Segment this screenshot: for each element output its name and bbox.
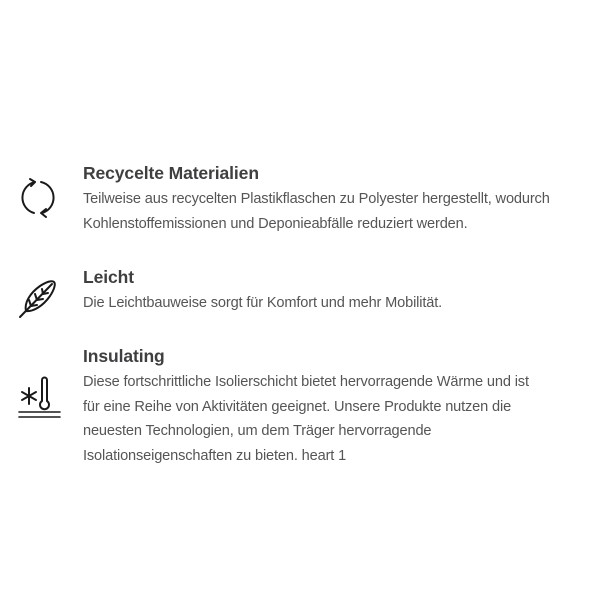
description-line: Diese fortschrittliche Isolierschicht bietet hervorragende Wärme und ist (83, 374, 529, 390)
description-line: Kohlenstoffemissionen und Deponieabfälle reduziert werden. (83, 215, 468, 232)
insulation-thermometer-icon (14, 374, 64, 424)
feather-icon (14, 273, 64, 323)
feature-title: Leicht (83, 267, 134, 287)
description-line: Isolationseigenschaften zu bieten. heart 1 (83, 447, 347, 464)
description-line: neuesten Technologien, um dem Träger hervorragende (83, 423, 432, 439)
description-line: Teilweise aus recycelten Plastikflaschen zu Polyester hergestellt, wodurch (83, 191, 550, 207)
description-line: für eine Reihe von Aktivitäten geeignet. Unsere Produkte nutzen die (83, 398, 512, 415)
feature-text (83, 161, 593, 236)
recycle-arrows-icon (14, 173, 64, 223)
feature-title: Recycelte Materialien (83, 163, 259, 183)
feature-description (83, 187, 593, 236)
feature-title: Insulating (83, 346, 165, 366)
description-line: Die Leichtbauweise sorgt für Komfort und mehr Mobilität. (83, 295, 443, 311)
feature-text (83, 344, 593, 468)
feature-description (83, 370, 593, 468)
feature-description (83, 291, 593, 316)
feature-text (83, 265, 593, 316)
